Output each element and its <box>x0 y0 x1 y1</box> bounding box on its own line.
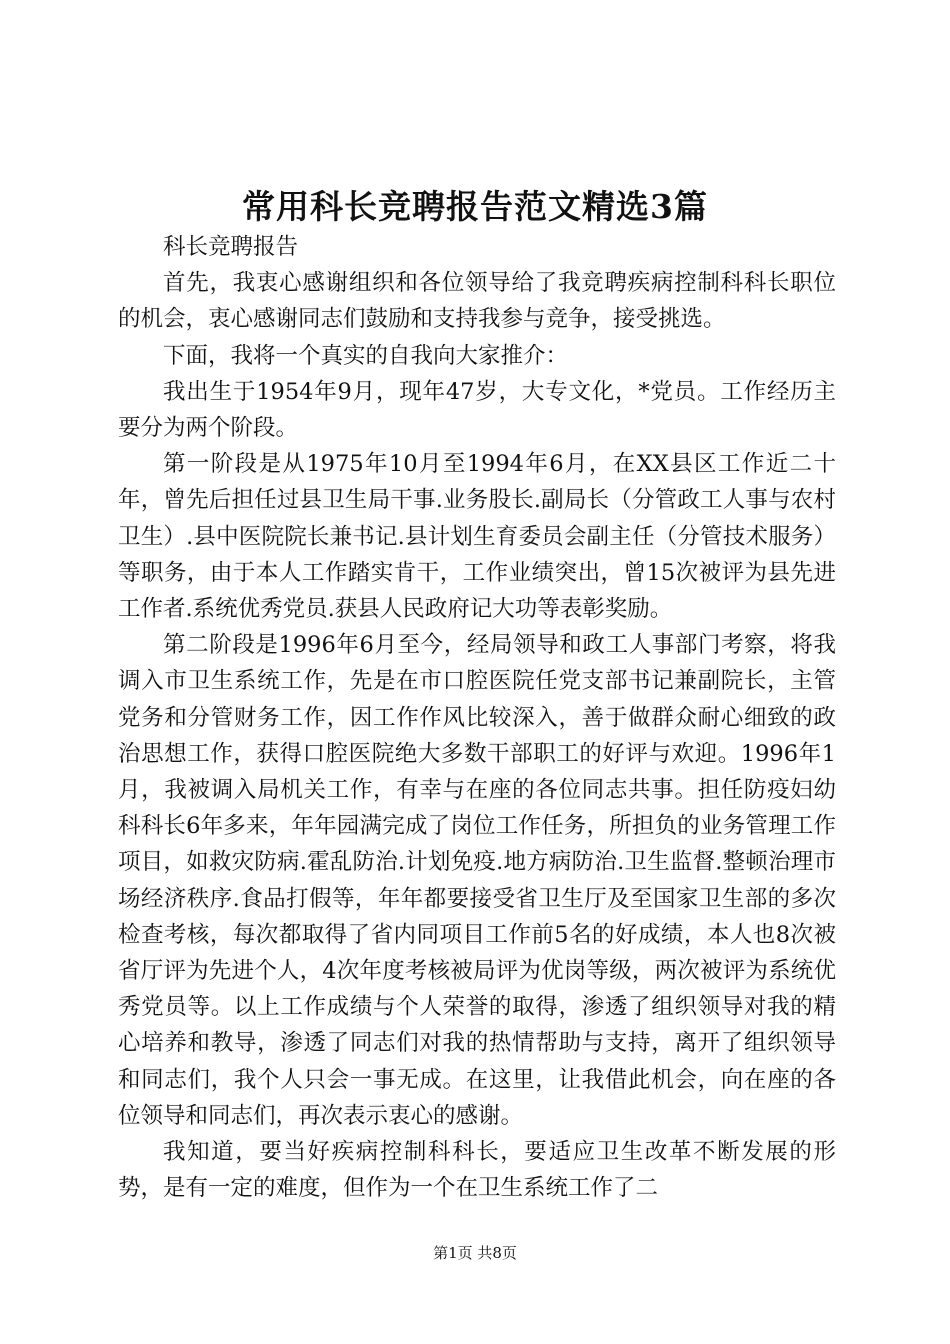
page-number-footer: 第1页 共8页 <box>433 1244 517 1262</box>
paragraph: 首先，我衷心感谢组织和各位领导给了我竞聘疾病控制科科长职位的机会，衷心感谢同志们鼓励和支持我参与竞争，接受挑选。 <box>118 270 836 333</box>
paragraph: 我出生于1954年9月，现年47岁，大专文化，*党员。工作经历主要分为两个阶段。 <box>118 378 836 442</box>
paragraph: 我知道，要当好疾病控制科科长，要适应卫生改革不断发展的形势，是有一定的难度，但作为一个在卫生系统工作了二 <box>118 1139 836 1202</box>
document-body <box>118 229 836 1206</box>
paragraph-heading: 科长竞聘报告 <box>163 234 299 260</box>
paragraph: 下面，我将一个真实的自我向大家推介： <box>163 342 569 369</box>
document-title: 常用科长竞聘报告范文精选3篇 <box>242 187 708 226</box>
paragraph: 第二阶段是1996年6月至今，经局领导和政工人事部门考察，将我调入市卫生系统工作，先是在市口腔医院任党支部书记兼副院长，主管党务和分管财务工作，因工作作风比较深入，善于做群众耐心细致的政治思想工作，获得口腔医院绝大多数干部职工的好评与欢迎。1996年1月，我被调入局机关工作，有幸与在座的各位同志共事。担任防疫妇幼科科长6年多来，年年园满完成了岗位工作任务，所担负的业务管理工作项目，如救灾防病.霍乱防治.计划免疫.地方病防治.卫生监督.整顿治理市场经济秩序.食品打假等，年年都要接受省卫生厅及至国家卫生部的多次检查考核，每次都取得了省内同项目工作前5名的好成绩，本人也8次被省厅评为先进个人，4次年度考核被局评为优岗等级，两次被评为系统优秀党员等。以上工作成绩与个人荣誉的取得，渗透了组织领导对我的精心培养和教导，渗透了同志们对我的热情帮助与支持，离开了组织领导和同志们，我个人只会一事无成。在这里，让我借此机会，向在座的各位领导和同志们，再次表示衷心的感谢。 <box>118 632 836 1129</box>
paragraph: 第一阶段是从1975年10月至1994年6月，在XX县区工作近二十年，曾先后担任过县卫生局干事.业务股长.副局长（分管政工人事与农村卫生）.县中医院院长兼书记.县计划生育委员会副主任（分管技术服务）等职务，由于本人工作踏实肯干，工作业绩突出，曾15次被评为县先进工作者.系统优秀党员.获县人民政府记大功等表彰奖励。 <box>118 451 836 623</box>
